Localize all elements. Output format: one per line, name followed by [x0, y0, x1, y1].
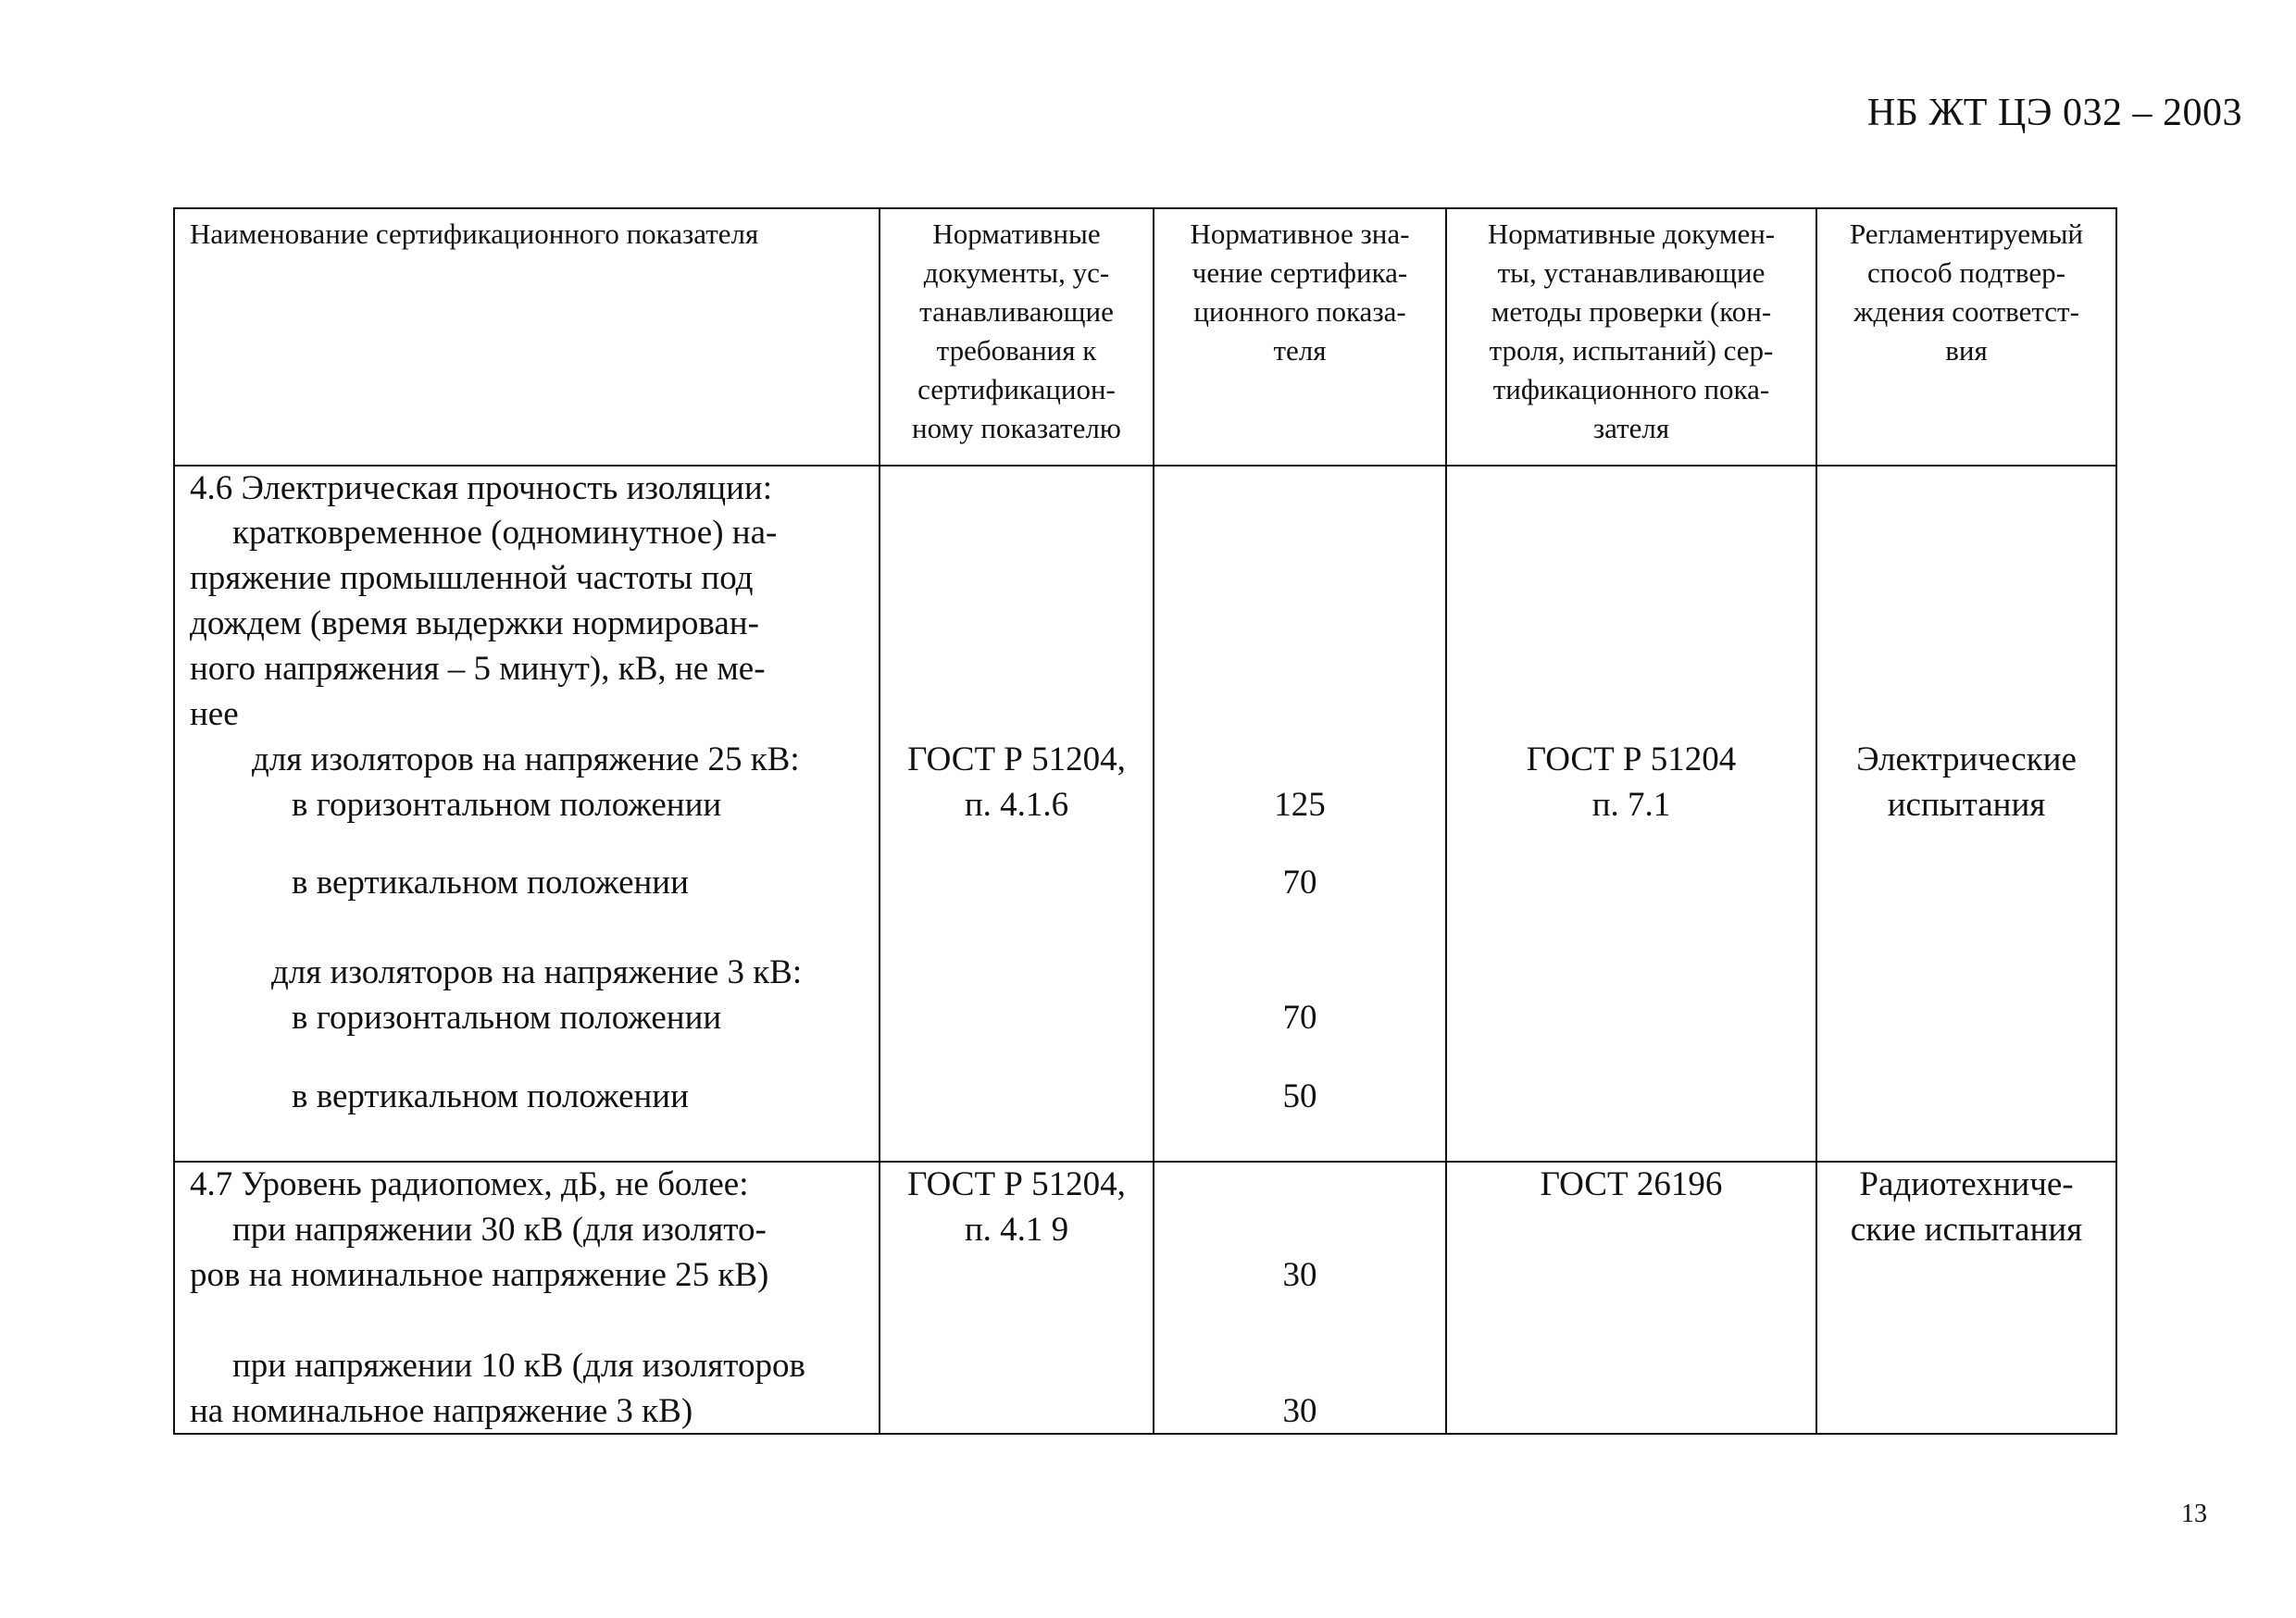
confirmation-method-cell: Электрические испытания — [1816, 466, 2116, 1162]
header-indicator-name: Наименование сертификационного показателя — [174, 208, 880, 466]
requirement-docs-cell: ГОСТ Р 51204, п. 4.1 9 — [880, 1162, 1154, 1434]
header-requirement-docs: Нормативные документы, ус- танавливающие требования к сертификацион- ному показателю — [880, 208, 1154, 466]
table-row-4-7 — [174, 1162, 2116, 1434]
page-number: 13 — [2181, 1500, 2207, 1528]
test-method-docs-cell: ГОСТ 26196 — [1446, 1162, 1816, 1434]
certification-table — [173, 207, 2117, 1435]
normative-value-cell: 125 70 70 50 — [1154, 466, 1446, 1162]
indicator-name-cell: 4.7 Уровень радиопомех, дБ, не более: при напряжении 30 кВ (для изолято- ров на номинальное напряжение 25 кВ) при напряжении 10 кВ (для изоляторов на номинальное напряжение 3 кВ) — [174, 1162, 880, 1434]
requirement-docs-cell: ГОСТ Р 51204, п. 4.1.6 — [880, 466, 1154, 1162]
test-method-docs-cell: ГОСТ Р 51204 п. 7.1 — [1446, 466, 1816, 1162]
header-test-method-docs: Нормативные докумен- ты, устанавливающие методы проверки (кон- троля, испытаний) сер- тификационного пока- зателя — [1446, 208, 1816, 466]
normative-value-cell: 30 30 — [1154, 1162, 1446, 1434]
table-header-row — [174, 208, 2116, 466]
header-confirmation-method: Регламентируемый способ подтвер- ждения соответст- вия — [1816, 208, 2116, 466]
confirmation-method-cell: Радиотехниче- ские испытания — [1816, 1162, 2116, 1434]
table-row-4-6 — [174, 466, 2116, 1162]
indicator-name-cell: 4.6 Электрическая прочность изоляции: кратковременное (одноминутное) на- пряжение промышленной частоты под дождем (время выдержки нормирован- ного напряжения – 5 минут), кВ, не ме- нее для изоляторов на напряжение 25 кВ: в горизонтальном положении в вертикальном положении для изоляторов на напряжение 3 кВ: в горизонтальном положении в вертикальном положении — [174, 466, 880, 1162]
header-normative-value: Нормативное зна- чение сертифика- ционного показа- теля — [1154, 208, 1446, 466]
document-code: НБ ЖТ ЦЭ 032 – 2003 — [1866, 92, 2242, 134]
